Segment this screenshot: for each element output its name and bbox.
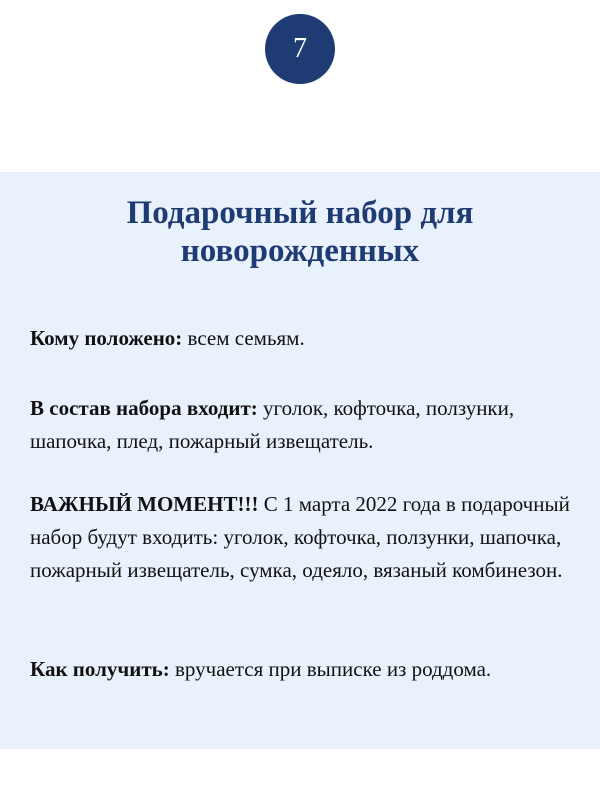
info-card xyxy=(0,172,600,749)
card-title-line2: новорожденных xyxy=(180,233,420,269)
how-to-get-label: Как получить: xyxy=(30,657,170,681)
eligibility-paragraph xyxy=(30,322,578,355)
important-note-paragraph xyxy=(30,488,578,587)
eligibility-text: всем семьям. xyxy=(182,326,305,350)
how-to-get-paragraph xyxy=(30,653,578,686)
important-note-label: ВАЖНЫЙ МОМЕНТ!!! xyxy=(30,492,259,516)
eligibility-label: Кому положено: xyxy=(30,326,183,350)
step-number: 7 xyxy=(293,33,307,64)
contents-label: В состав набора входит: xyxy=(30,396,258,420)
card-title-line1: Подарочный набор для xyxy=(126,195,474,231)
important-note-text: С 1 марта 2022 года в подарочный набор будут входить: уголок, кофточка, ползунки, шапочка, пожарный извещатель, сумка, одеяло, вязаный комбинезон. xyxy=(30,492,570,582)
contents-text: уголок, кофточка, ползунки, шапочка, плед, пожарный извещатель. xyxy=(30,396,515,453)
card-title xyxy=(0,194,600,270)
contents-paragraph xyxy=(30,392,578,458)
how-to-get-text: вручается при выписке из роддома. xyxy=(169,657,492,681)
step-number-badge xyxy=(265,14,335,84)
